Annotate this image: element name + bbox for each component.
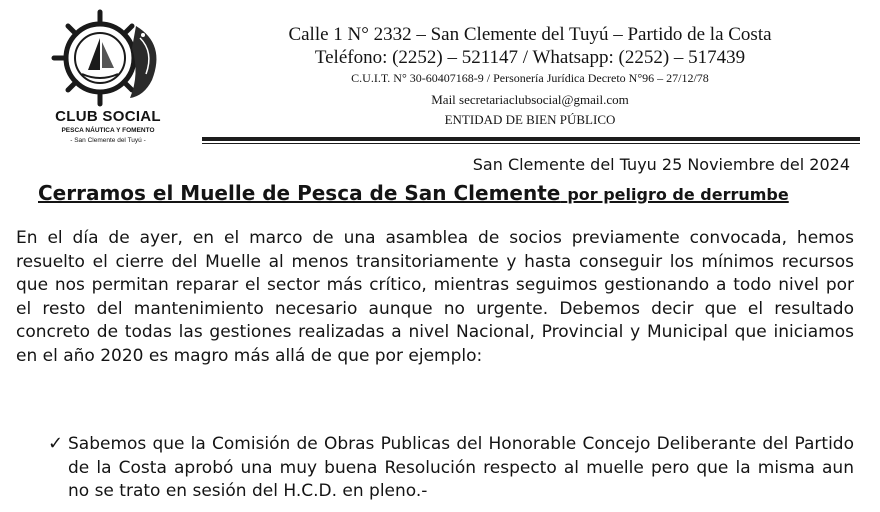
header-divider-thick [202, 137, 860, 141]
title-main: Cerramos el Muelle de Pesca de San Clemente [38, 181, 561, 205]
document-title [38, 181, 789, 205]
club-subtitle: PESCA NÁUTICA Y FOMENTO [61, 127, 155, 134]
letter-date: San Clemente del Tuyu 25 Noviembre del 2024 [472, 155, 850, 174]
title-sub: por peligro de derrumbe [567, 185, 789, 204]
ship-wheel-fish-emblem [40, 8, 176, 108]
checkmark-icon: ✓ [48, 433, 64, 454]
bullet-item: Sabemos que la Comisión de Obras Publicas del Honorable Concejo Deliberante del Partido de la Costa aprobó una muy buena Resolución respecto al muelle pero que la misma aun no se trato en sesión del H.C.D. en pleno.- [68, 434, 854, 502]
club-town: - San Clemente del Tuyú - [70, 137, 146, 144]
header-cuit: C.U.I.T. N° 30-60407168-9 / Personería Jurídica Decreto N°96 – 27/12/78 [351, 71, 709, 85]
header-phone: Teléfono: (2252) – 521147 / Whatsapp: (2252) – 517439 [314, 47, 746, 68]
header-address: Calle 1 N° 2332 – San Clemente del Tuyú – Partido de la Costa [288, 24, 772, 45]
club-name: CLUB SOCIAL [55, 108, 161, 125]
body-paragraph [16, 227, 854, 369]
club-logo [28, 8, 188, 158]
header-divider-thin [202, 143, 860, 144]
body-text: En el día de ayer, en el marco de una asamblea de socios previamente convocada, hemos resuelto el cierre del Muelle al menos transitoriamente y hasta conseguir los mínimos recursos que nos permitan reparar el sector más crítico, mientras seguimos gestionando a todo nivel por el resto del mantenimiento necesario aunque no urgente. Debemos decir que el resultado concreto de todas las gestiones realizadas a nivel Nacional, Provincial y Municipal que iniciamos en el año 2020 es magro más allá de que por ejemplo: [16, 228, 854, 366]
header-entity: ENTIDAD DE BIEN PÚBLICO [444, 112, 616, 127]
header-email: Mail secretariaclubsocial@gmail.com [431, 92, 629, 107]
